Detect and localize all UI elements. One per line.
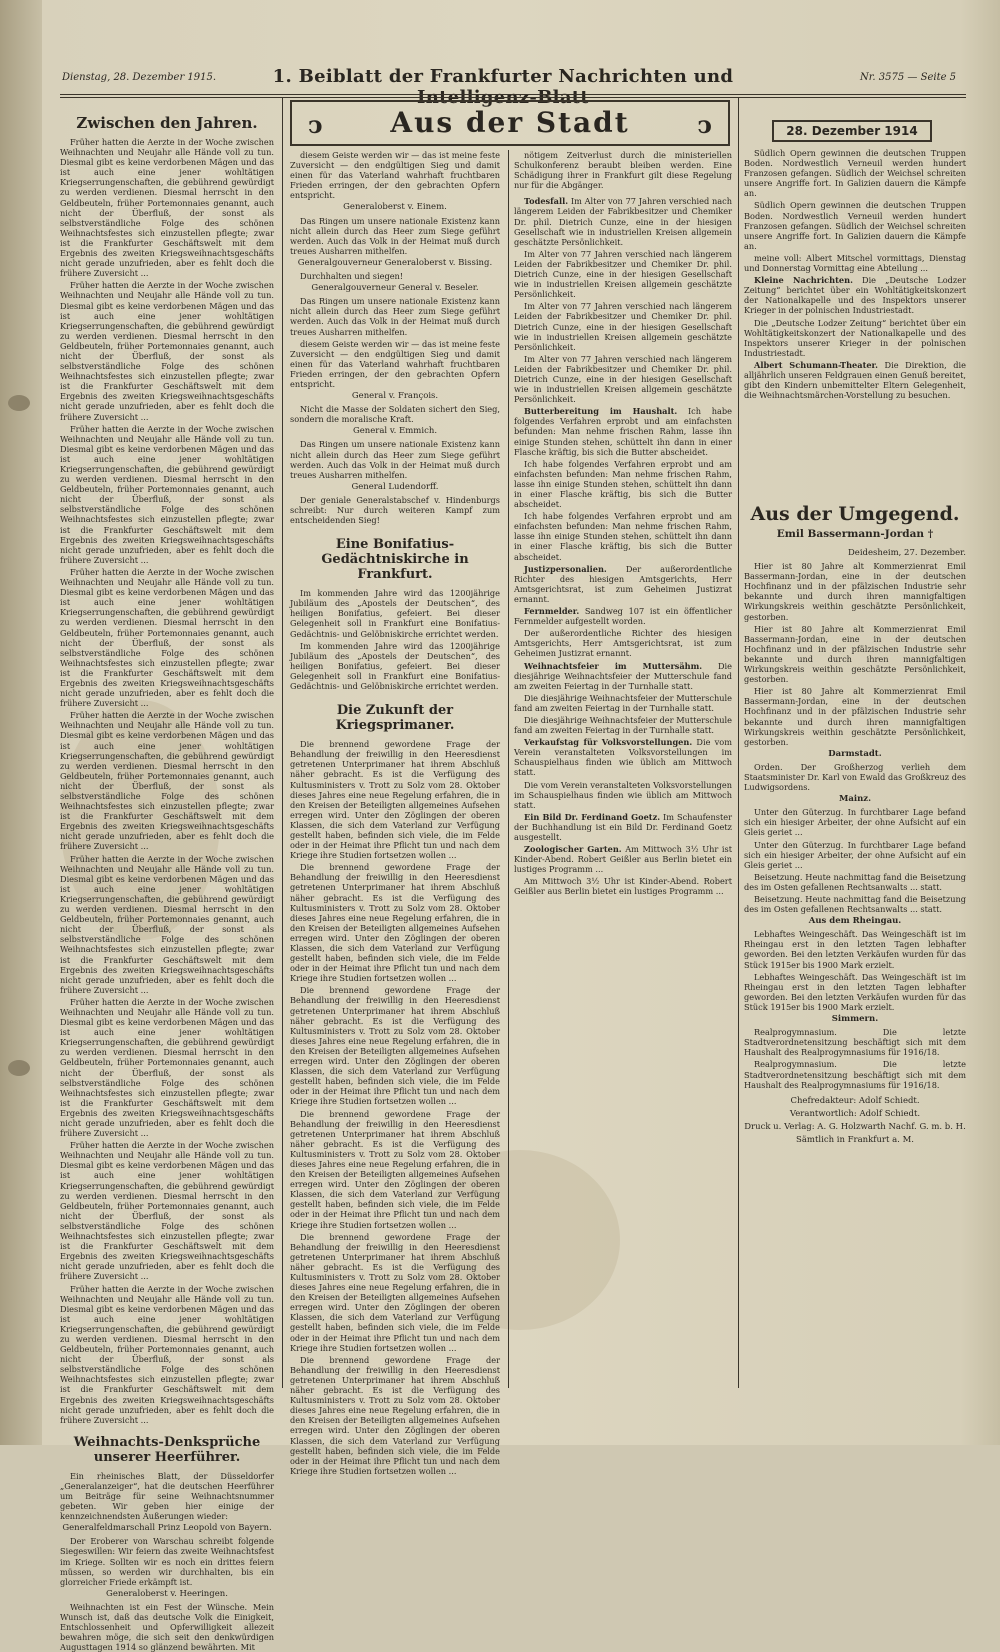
article-body: Im Alter von 77 Jahren verschied nach längerem Leiden der Fabrikbesitzer und Chemiker Dr. phil. Dietrich Cunze, eine in der hiesigen Gesellschaft wie in industriellen Kreisen allgemein geschätzte Persönlichkeit.: [514, 353, 732, 405]
byline: Generalfeldmarschall Prinz Leopold von Bayern.: [62, 1523, 272, 1534]
article-body: Orden. Der Großherzog verlieh dem Staatsminister Dr. Karl von Ewald das Großkreuz des Ludwigsordens.: [744, 761, 966, 793]
article-body: Im Alter von 77 Jahren verschied nach längerem Leiden der Fabrikbesitzer und Chemiker Dr. phil. Dietrich Cunze, eine in der hiesigen Gesellschaft wie in industriellen Kreisen allgemein geschätzte Persönlichkeit.: [514, 301, 732, 352]
subhead: Darmstadt.: [828, 748, 882, 759]
imprint: Sämtlich in Frankfurt a. M.: [796, 1134, 914, 1145]
article-body: Der Eroberer von Warschau schreibt folgende Siegeswillen: Wir feiern das zweite Weihnachtsfest im Kriege. Sollten wir es noch ein drittes feiern müssen, so werden wir durchhalten, bis ein glorreicher Friede erkämpft ist.: [60, 1536, 274, 1587]
byline: Generalgouverneur General v. Beseler.: [311, 283, 479, 294]
column-4-bottom: [744, 546, 966, 1388]
article-body: Todesfall. Im Alter von 77 Jahren verschied nach längerem Leiden der Fabrikbesitzer und Chemiker Dr. phil. Dietrich Cunze, eine in der hiesigen Gesellschaft wie in industriellen Kreisen allgemein geschätzte Persönlichkeit.: [514, 196, 732, 247]
article-body: Am Mittwoch 3½ Uhr ist Kinder-Abend. Robert Geißler aus Berlin bietet ein lustiges Programm ...: [514, 876, 732, 897]
run-in-heading: Ein Bild Dr. Ferdinand Goetz.: [524, 811, 661, 822]
article-body: Butterbereitung im Haushalt. Ich habe folgendes Verfahren erprobt und am einfachsten befunden: Man nehme frischen Rahm, lasse ihn einige Stunden stehen, schüttelt ihn dann in einer Flasche kräftig, bis sich die Butter abscheidet.: [514, 406, 732, 457]
article-body: Früher hatten die Aerzte in der Woche zwischen Weihnachten und Neujahr alle Hände voll zu tun. Diesmal gibt es keine verdorbenen Mägen und das ist auch eine jener wohltätigen Kriegserrungenschaften, die gebührend gewürdigt zu werden verdienen. Diesmal herrscht in den Geldbeuteln, früher Portemonnaies genannt, auch nicht der Überfluß, der sonst als selbstverständliche Folge des schönen Weihnachtsfestes sich einzustellen pflegte; zwar ist die Frankfurter Geschäftswelt mit dem Ergebnis des zweiten Kriegsweihnachtsgeschäfts nicht gerade unzufrieden, aber es fehlt doch die frühere Zuversicht ...: [60, 423, 274, 565]
byline: Generaloberst v. Einem.: [343, 202, 447, 213]
article-body: Nicht die Masse der Soldaten sichert den Sieg, sondern die moralische Kraft.: [290, 404, 500, 425]
column-4-top: [744, 148, 966, 502]
article-body: Unter den Güterzug. In furchtbarer Lage befand sich ein hiesiger Arbeiter, der ohne Aufsicht auf ein Gleis geriet ...: [744, 807, 966, 838]
article-body: nötigem Zeitverlust durch die ministeriellen Schulkonferenz beraubt bleiben werden. Eine Schädigung ihrer in Frankfurt gilt diese Regelung nur für die Abgänger.: [514, 150, 732, 191]
article-body: Das Ringen um unsere nationale Existenz kann nicht allein durch das Heer zum Siege geführt werden. Auch das Volk in der Heimat muß durch treues Ausharren mithelfen.: [290, 439, 500, 480]
masthead-rule: [60, 94, 966, 95]
article-body: Die vom Verein veranstalteten Volksvorstellungen im Schauspielhaus finden wie üblich am Mittwoch statt.: [514, 779, 732, 810]
imprint: Druck u. Verlag: A. G. Holzwarth Nachf. G. m. b. H.: [744, 1121, 966, 1132]
run-in-heading: Fernmelder.: [524, 606, 580, 617]
dateline: Deidesheim, 27. Dezember.: [847, 548, 966, 558]
column-3: [514, 150, 732, 1390]
article-body: Ein rheinisches Blatt, der Düsseldorfer „Generalanzeiger“, hat die deutschen Heerführer um Beiträge für seine Weihnachtsnummer gebeten. Wir geben hier einige der kennzeichnendsten Äußerungen wieder:: [60, 1470, 274, 1522]
binding-spine: [0, 0, 42, 1445]
article-body: Die brennend gewordene Frage der Behandlung der freiwillig in den Heeresdienst getretenen Unterprimaner hat ihrem Abschluß näher gebracht. Es ist die Verfügung des Kultusministers v. Trott zu Solz vom 28. Oktober dieses Jahres eine neue Regelung erfahren, die in den Kreisen der Beteiligten allgemeines Aufsehen erregen wird. Unter den Zöglingen der oberen Klassen, die sich dem Vaterland zur Verfügung gestellt haben, befinden sich viele, die im Felde oder in der Heimat ihre Pflicht tun und nach dem Kriege ihre Studien fortsetzen wollen ...: [290, 862, 500, 984]
article-body: Früher hatten die Aerzte in der Woche zwischen Weihnachten und Neujahr alle Hände voll zu tun. Diesmal gibt es keine verdorbenen Mägen und das ist auch eine jener wohltätigen Kriegserrungenschaften, die gebührend gewürdigt zu werden verdienen. Diesmal herrscht in den Geldbeuteln, früher Portemonnaies genannt, auch nicht der Überfluß, der sonst als selbstverständliche Folge des schönen Weihnachtsfestes sich einzustellen pflegte; zwar ist die Frankfurter Geschäftswelt mit dem Ergebnis des zweiten Kriegsweihnachtsgeschäfts nicht gerade unzufrieden, aber es fehlt doch die frühere Zuversicht ...: [60, 280, 274, 422]
subhead: Aus dem Rheingau.: [808, 916, 902, 927]
article-body: Weihnachten ist ein Fest der Wünsche. Mein Wunsch ist, daß das deutsche Volk die Einigkeit, Entschlossenheit und Opferwilligkeit allezeit bewahren möge, die sich seit den denkwürdigen Augusttagen 1914 so glänzend bewährten. Mit: [60, 1601, 274, 1652]
run-in-heading: Albert Schumann-Theater.: [754, 359, 878, 370]
article-body: Das Ringen um unsere nationale Existenz kann nicht allein durch das Heer zum Siege geführt werden. Auch das Volk in der Heimat muß durch treues Ausharren mithelfen.: [290, 296, 500, 337]
article-body: Im kommenden Jahre wird das 1200jährige Jubiläum des „Apostels der Deutschen“, des heiligen Bonifatius, gefeiert. Bei dieser Gelegenheit soll in Frankfurt eine Bonifatius-Gedächtnis- und Gelöbniskirche errichtet werden.: [290, 640, 500, 692]
article-body: Realprogymnasium. Die letzte Stadtverordnetensitzung beschäftigt sich mit dem Haushalt des Realprogymnasiums für 1916/18.: [744, 1059, 966, 1090]
article-body: Der außerordentliche Richter des hiesigen Amtsgerichts, Herr Amtsgerichtsrat, ist zum Geheimen Justizrat ernannt.: [514, 628, 732, 659]
subhead: Mainz.: [838, 794, 872, 805]
article-body: Früher hatten die Aerzte in der Woche zwischen Weihnachten und Neujahr alle Hände voll zu tun. Diesmal gibt es keine verdorbenen Mägen und das ist auch eine jener wohltätigen Kriegserrungenschaften, die gebührend gewürdigt zu werden verdienen. Diesmal herrscht in den Geldbeuteln, früher Portemonnaies genannt, auch nicht der Überfluß, der sonst als selbstverständliche Folge des schönen Weihnachtsfestes sich einzustellen pflegte; zwar ist die Frankfurter Geschäftswelt mit dem Ergebnis des zweiten Kriegsweihnachtsgeschäfts nicht gerade unzufrieden, aber es fehlt doch die frühere Zuversicht ...: [60, 566, 274, 709]
article-body: Die brennend gewordene Frage der Behandlung der freiwillig in den Heeresdienst getretenen Unterprimaner hat ihrem Abschluß näher gebracht. Es ist die Verfügung des Kultusministers v. Trott zu Solz vom 28. Oktober dieses Jahres eine neue Regelung erfahren, die in den Kreisen der Beteiligten allgemeines Aufsehen erregen wird. Unter den Zöglingen der oberen Klassen, die sich dem Vaterland zur Verfügung gestellt haben, befinden sich viele, die im Felde oder in der Heimat ihre Pflicht tun und nach dem Kriege ihre Studien fortsetzen wollen ...: [290, 1231, 500, 1353]
date-box: 28. Dezember 1914: [772, 120, 932, 142]
run-in-heading: Kleine Nachrichten.: [754, 275, 853, 286]
article-body: Unter den Güterzug. In furchtbarer Lage befand sich ein hiesiger Arbeiter, der ohne Aufsicht auf ein Gleis geriet ...: [744, 839, 966, 870]
byline: General v. François.: [351, 391, 439, 402]
masthead-issue: Nr. 3575 — Seite 5: [860, 72, 957, 83]
article-body: Der geniale Generalstabschef v. Hindenburgs schreibt: Nur durch weiteren Kampf zum entscheidenden Sieg!: [290, 494, 500, 526]
article-body: Im Alter von 77 Jahren verschied nach längerem Leiden der Fabrikbesitzer und Chemiker Dr. phil. Dietrich Cunze, eine in der hiesigen Gesellschaft wie in industriellen Kreisen allgemein geschätzte Persönlichkeit.: [514, 248, 732, 300]
article-body: Das Ringen um unsere nationale Existenz kann nicht allein durch das Heer zum Siege geführt werden. Auch das Volk in der Heimat muß durch treues Ausharren mithelfen.: [290, 215, 500, 256]
article-heading: Die Zukunft der Kriegsprimaner.: [335, 703, 455, 734]
binding-hole: [8, 395, 30, 411]
article-body: Im kommenden Jahre wird das 1200jährige Jubiläum des „Apostels der Deutschen“, des heiligen Bonifatius, gefeiert. Bei dieser Gelegenheit soll in Frankfurt eine Bonifatius-Gedächtnis- und Gelöbniskirche errichtet werden.: [290, 588, 500, 639]
article-body: Die brennend gewordene Frage der Behandlung der freiwillig in den Heeresdienst getretenen Unterprimaner hat ihrem Abschluß näher gebracht. Es ist die Verfügung des Kultusministers v. Trott zu Solz vom 28. Oktober dieses Jahres eine neue Regelung erfahren, die in den Kreisen der Beteiligten allgemeines Aufsehen erregen wird. Unter den Zöglingen der oberen Klassen, die sich dem Vaterland zur Verfügung gestellt haben, befinden sich viele, die im Felde oder in der Heimat ihre Pflicht tun und nach dem Kriege ihre Studien fortsetzen wollen ...: [290, 985, 500, 1107]
run-in-heading: Justizpersonalien.: [524, 563, 607, 574]
article-body: Hier ist 80 Jahre alt Kommerzienrat Emil Bassermann-Jordan, eine in der deutschen Hochfinanz und in der pfälzischen Industrie sehr bekannte und durch ihren mannigfaltigen Wirkungskreis weithin geschätzte Persönlichkeit, gestorben.: [744, 686, 966, 747]
article-body: Fernmelder. Sandweg 107 ist ein öffentlicher Fernmelder aufgestellt worden.: [514, 606, 732, 627]
article-body: Lebhaftes Weingeschäft. Das Weingeschäft ist im Rheingau erst in den letzten Tagen lebhafter geworden. Bei den letzten Verkäufen wurden für das Stück 1915er bis 1900 Mark erzielt.: [744, 971, 966, 1012]
byline: General Ludendorff.: [351, 481, 439, 492]
byline: General v. Emmich.: [352, 426, 438, 437]
imprint: Verantwortlich: Adolf Schiedt.: [789, 1108, 921, 1119]
article-body: Ich habe folgendes Verfahren erprobt und am einfachsten befunden: Man nehme frischen Rahm, lasse ihn einige Stunden stehen, schüttelt ihn dann in einer Flasche kräftig, bis sich die Butter abscheidet.: [514, 458, 732, 510]
masthead-date: Dienstag, 28. Dezember 1915.: [62, 72, 217, 83]
column-rule: [508, 150, 509, 1388]
article-body: Die diesjährige Weihnachtsfeier der Mutterschule fand am zweiten Feiertag in der Turnhalle statt.: [514, 714, 732, 736]
column-rule: [738, 98, 739, 1388]
article-body: Weihnachtsfeier im Muttersähm. Die diesjährige Weihnachtsfeier der Mutterschule fand am zweiten Feiertag in der Turnhalle statt.: [514, 660, 732, 691]
run-in-heading: Zoologischer Garten.: [524, 844, 622, 855]
article-body: Die brennend gewordene Frage der Behandlung der freiwillig in den Heeresdienst getretenen Unterprimaner hat ihrem Abschluß näher gebracht. Es ist die Verfügung des Kultusministers v. Trott zu Solz vom 28. Oktober dieses Jahres eine neue Regelung erfahren, die in den Kreisen der Beteiligten allgemeines Aufsehen erregen wird. Unter den Zöglingen der oberen Klassen, die sich dem Vaterland zur Verfügung gestellt haben, befinden sich viele, die im Felde oder in der Heimat ihre Pflicht tun und nach dem Kriege ihre Studien fortsetzen wollen ...: [290, 1354, 500, 1476]
article-body: Beisetzung. Heute nachmittag fand die Beisetzung des im Osten gefallenen Rechtsanwalts ... statt.: [744, 871, 966, 892]
column-2: [290, 150, 500, 1476]
article-body: Hier ist 80 Jahre alt Kommerzienrat Emil Bassermann-Jordan, eine in der deutschen Hochfinanz und in der pfälzischen Industrie sehr bekannte und durch ihren mannigfaltigen Wirkungskreis weithin geschätzte Persönlichkeit, gestorben.: [744, 623, 966, 685]
article-body: diesem Geiste werden wir — das ist meine feste Zuversicht — den endgültigen Sieg und damit einen für das Vaterland wahrhaft fruchtbaren Frieden erringen, der den gebrachten Opfern entspricht.: [290, 150, 500, 201]
article-body: diesem Geiste werden wir — das ist meine feste Zuversicht — den endgültigen Sieg und damit einen für das Vaterland wahrhaft fruchtbaren Frieden erringen, der den gebrachten Opfern entspricht.: [290, 338, 500, 389]
section-heading: Aus der Umgegend.: [750, 503, 960, 525]
run-in-heading: Verkaufstag für Volksvorstellungen.: [524, 737, 693, 748]
article-body: Südlich Opern gewinnen die deutschen Truppen Boden. Nordwestlich Verneuil werden hundert Franzosen gefangen. Südlich der Weichsel schreiten unsere Angriffe fort. In Galizien dauern die Kämpfe an.: [744, 200, 966, 251]
article-body: Die diesjährige Weihnachtsfeier der Mutterschule fand am zweiten Feiertag in der Turnhalle statt.: [514, 692, 732, 713]
run-in-heading: Todesfall.: [524, 196, 569, 207]
article-body: Früher hatten die Aerzte in der Woche zwischen Weihnachten und Neujahr alle Hände voll zu tun. Diesmal gibt es keine verdorbenen Mägen und das ist auch eine jener wohltätigen Kriegserrungenschaften, die gebührend gewürdigt zu werden verdienen. Diesmal herrscht in den Geldbeuteln, früher Portemonnaies genannt, auch nicht der Überfluß, der sonst als selbstverständliche Folge des schönen Weihnachtsfestes sich einzustellen pflegte; zwar ist die Frankfurter Geschäftswelt mit dem Ergebnis des zweiten Kriegsweihnachtsgeschäfts nicht gerade unzufrieden, aber es fehlt doch die frühere Zuversicht ...: [60, 710, 274, 852]
column-1: [60, 100, 274, 1652]
section-banner-title: Aus der Stadt: [390, 106, 630, 139]
article-body: Justizpersonalien. Der außerordentliche Richter des hiesigen Amtsgerichts, Herr Amtsgerichtsrat, ist zum Geheimen Justizrat ernannt.: [514, 563, 732, 604]
article-body: Die brennend gewordene Frage der Behandlung der freiwillig in den Heeresdienst getretenen Unterprimaner hat ihrem Abschluß näher gebracht. Es ist die Verfügung des Kultusministers v. Trott zu Solz vom 28. Oktober dieses Jahres eine neue Regelung erfahren, die in den Kreisen der Beteiligten allgemeines Aufsehen erregen wird. Unter den Zöglingen der oberen Klassen, die sich dem Vaterland zur Verfügung gestellt haben, befinden sich viele, die im Felde oder in der Heimat ihre Pflicht tun und nach dem Kriege ihre Studien fortsetzen wollen ...: [290, 1108, 500, 1230]
article-heading: Weihnachts-Denksprüche unserer Heerführer.: [73, 1434, 261, 1465]
run-in-heading: Butterbereitung im Haushalt.: [524, 406, 678, 417]
article-body: Beisetzung. Heute nachmittag fand die Beisetzung des im Osten gefallenen Rechtsanwalts ... statt.: [744, 894, 966, 915]
article-body: Realprogymnasium. Die letzte Stadtverordnetensitzung beschäftigt sich mit dem Haushalt des Realprogymnasiums für 1916/18.: [744, 1027, 966, 1058]
article-body: Ich habe folgendes Verfahren erprobt und am einfachsten befunden: Man nehme frischen Rahm, lasse ihn einige Stunden stehen, schüttelt ihn dann in einer Flasche kräftig, bis sich die Butter abscheidet.: [514, 511, 732, 562]
article-body: Albert Schumann-Theater. Die Direktion, die alljährlich unseren Feldgrauen einen Genuß bereitet, gibt den Kindern unbemittelter Eltern Gelegenheit, die Weihnachtsmärchen-Vorstellung zu besuchen.: [744, 359, 967, 401]
article-body: Früher hatten die Aerzte in der Woche zwischen Weihnachten und Neujahr alle Hände voll zu tun. Diesmal gibt es keine verdorbenen Mägen und das ist auch eine jener wohltätigen Kriegserrungenschaften, die gebührend gewürdigt zu werden verdienen. Diesmal herrscht in den Geldbeuteln, früher Portemonnaies genannt, auch nicht der Überfluß, der sonst als selbstverständliche Folge des schönen Weihnachtsfestes sich einzustellen pflegte; zwar ist die Frankfurter Geschäftswelt mit dem Ergebnis des zweiten Kriegsweihnachtsgeschäfts nicht gerade unzufrieden, aber es fehlt doch die frühere Zuversicht ...: [60, 996, 274, 1139]
imprint: Chefredakteur: Adolf Schiedt.: [790, 1095, 920, 1106]
masthead-title: 1. Beiblatt der Frankfurter Nachrichten und: [272, 66, 734, 87]
article-heading: Zwischen den Jahren.: [76, 114, 258, 132]
column-rule: [282, 98, 283, 1388]
article-body: Durchhalten und siegen!: [300, 271, 404, 282]
article-body: Die brennend gewordene Frage der Behandlung der freiwillig in den Heeresdienst getretenen Unterprimaner hat ihrem Abschluß näher gebracht. Es ist die Verfügung des Kultusministers v. Trott zu Solz vom 28. Oktober dieses Jahres eine neue Regelung erfahren, die in den Kreisen der Beteiligten allgemeines Aufsehen erregen wird. Unter den Zöglingen der oberen Klassen, die sich dem Vaterland zur Verfügung gestellt haben, befinden sich viele, die im Felde oder in der Heimat ihre Pflicht tun und nach dem Kriege ihre Studien fortsetzen wollen ...: [290, 739, 500, 861]
article-body: Die „Deutsche Lodzer Zeitung“ berichtet über ein Wohltätigkeitskonzert der Nationalkapelle und des Inspektors unserer Krieger in der polnischen Industriestadt.: [744, 317, 966, 358]
article-body: Früher hatten die Aerzte in der Woche zwischen Weihnachten und Neujahr alle Hände voll zu tun. Diesmal gibt es keine verdorbenen Mägen und das ist auch eine jener wohltätigen Kriegserrungenschaften, die gebührend gewürdigt zu werden verdienen. Diesmal herrscht in den Geldbeuteln, früher Portemonnaies genannt, auch nicht der Überfluß, der sonst als selbstverständliche Folge des schönen Weihnachtsfestes sich einzustellen pflegte; zwar ist die Frankfurter Geschäftswelt mit dem Ergebnis des zweiten Kriegsweihnachtsgeschäfts nicht gerade unzufrieden, aber es fehlt doch die frühere Zuversicht ...: [60, 1283, 274, 1425]
subhead: Simmern.: [831, 1014, 879, 1025]
section-banner: [290, 100, 730, 146]
article-body: Verkaufstag für Volksvorstellungen. Die vom Verein veranstalteten Volksvorstellungen im Schauspielhaus finden wie üblich am Mittwoch statt.: [514, 737, 732, 778]
article-body: Früher hatten die Aerzte in der Woche zwischen Weihnachten und Neujahr alle Hände voll zu tun. Diesmal gibt es keine verdorbenen Mägen und das ist auch eine jener wohltätigen Kriegserrungenschaften, die gebührend gewürdigt zu werden verdienen. Diesmal herrscht in den Geldbeuteln, früher Portemonnaies genannt, auch nicht der Überfluß, der sonst als selbstverständliche Folge des schönen Weihnachtsfestes sich einzustellen pflegte; zwar ist die Frankfurter Geschäftswelt mit dem Ergebnis des zweiten Kriegsweihnachtsgeschäfts nicht gerade unzufrieden, aber es fehlt doch die frühere Zuversicht ...: [60, 137, 274, 279]
article-body: Hier ist 80 Jahre alt Kommerzienrat Emil Bassermann-Jordan, eine in der deutschen Hochfinanz und in der pfälzischen Industrie sehr bekannte und durch ihren mannigfaltigen Wirkungskreis weithin geschätzte Persönlichkeit, gestorben.: [744, 561, 966, 622]
obituary-heading: Emil Bassermann-Jordan †: [776, 528, 934, 540]
article-body: Lebhaftes Weingeschäft. Das Weingeschäft ist im Rheingau erst in den letzten Tagen lebhafter geworden. Bei den letzten Verkäufen wurden für das Stück 1915er bis 1900 Mark erzielt.: [744, 929, 966, 970]
article-body: Ein Bild Dr. Ferdinand Goetz. Im Schaufenster der Buchhandlung ist ein Bild Dr. Ferdinand Goetz ausgestellt.: [514, 811, 732, 842]
article-body: Früher hatten die Aerzte in der Woche zwischen Weihnachten und Neujahr alle Hände voll zu tun. Diesmal gibt es keine verdorbenen Mägen und das ist auch eine jener wohltätigen Kriegserrungenschaften, die gebührend gewürdigt zu werden verdienen. Diesmal herrscht in den Geldbeuteln, früher Portemonnaies genannt, auch nicht der Überfluß, der sonst als selbstverständliche Folge des schönen Weihnachtsfestes sich einzustellen pflegte; zwar ist die Frankfurter Geschäftswelt mit dem Ergebnis des zweiten Kriegsweihnachtsgeschäfts nicht gerade unzufrieden, aber es fehlt doch die frühere Zuversicht ...: [60, 853, 274, 995]
article-body: Früher hatten die Aerzte in der Woche zwischen Weihnachten und Neujahr alle Hände voll zu tun. Diesmal gibt es keine verdorbenen Mägen und das ist auch eine jener wohltätigen Kriegserrungenschaften, die gebührend gewürdigt zu werden verdienen. Diesmal herrscht in den Geldbeuteln, früher Portemonnaies genannt, auch nicht der Überfluß, der sonst als selbstverständliche Folge des schönen Weihnachtsfestes sich einzustellen pflegte; zwar ist die Frankfurter Geschäftswelt mit dem Ergebnis des zweiten Kriegsweihnachtsgeschäfts nicht gerade unzufrieden, aber es fehlt doch die frühere Zuversicht ...: [60, 1140, 274, 1282]
run-in-heading: Weihnachtsfeier im Muttersähm.: [524, 660, 703, 671]
article-body: Südlich Opern gewinnen die deutschen Truppen Boden. Nordwestlich Verneuil werden hundert Franzosen gefangen. Südlich der Weichsel schreiten unsere Angriffe fort. In Galizien dauern die Kämpfe an.: [744, 148, 966, 199]
byline: Generalgouverneur Generaloberst v. Bissing.: [297, 257, 493, 268]
article-heading: Eine Bonifatius-Gedächtniskirche in Frankfurt.: [321, 537, 469, 583]
byline: Generaloberst v. Heeringen.: [106, 1588, 228, 1599]
masthead-rule: [60, 97, 966, 98]
ornament-icon: ↄ: [308, 110, 323, 139]
article-body: Kleine Nachrichten. Die „Deutsche Lodzer Zeitung“ berichtet über ein Wohltätigkeitskonzert der Nationalkapelle und des Inspektors unserer Krieger in der polnischen Industriestadt.: [744, 275, 966, 316]
binding-hole: [8, 1060, 30, 1076]
ornament-icon: ↄ: [697, 110, 712, 139]
article-body: Zoologischer Garten. Am Mittwoch 3½ Uhr ist Kinder-Abend. Robert Geißler aus Berlin bietet ein lustiges Programm ...: [514, 844, 732, 875]
article-body: meine voll: Albert Mitschel vormittags, Dienstag und Donnerstag Vormittag eine Abteilung ...: [744, 252, 966, 274]
